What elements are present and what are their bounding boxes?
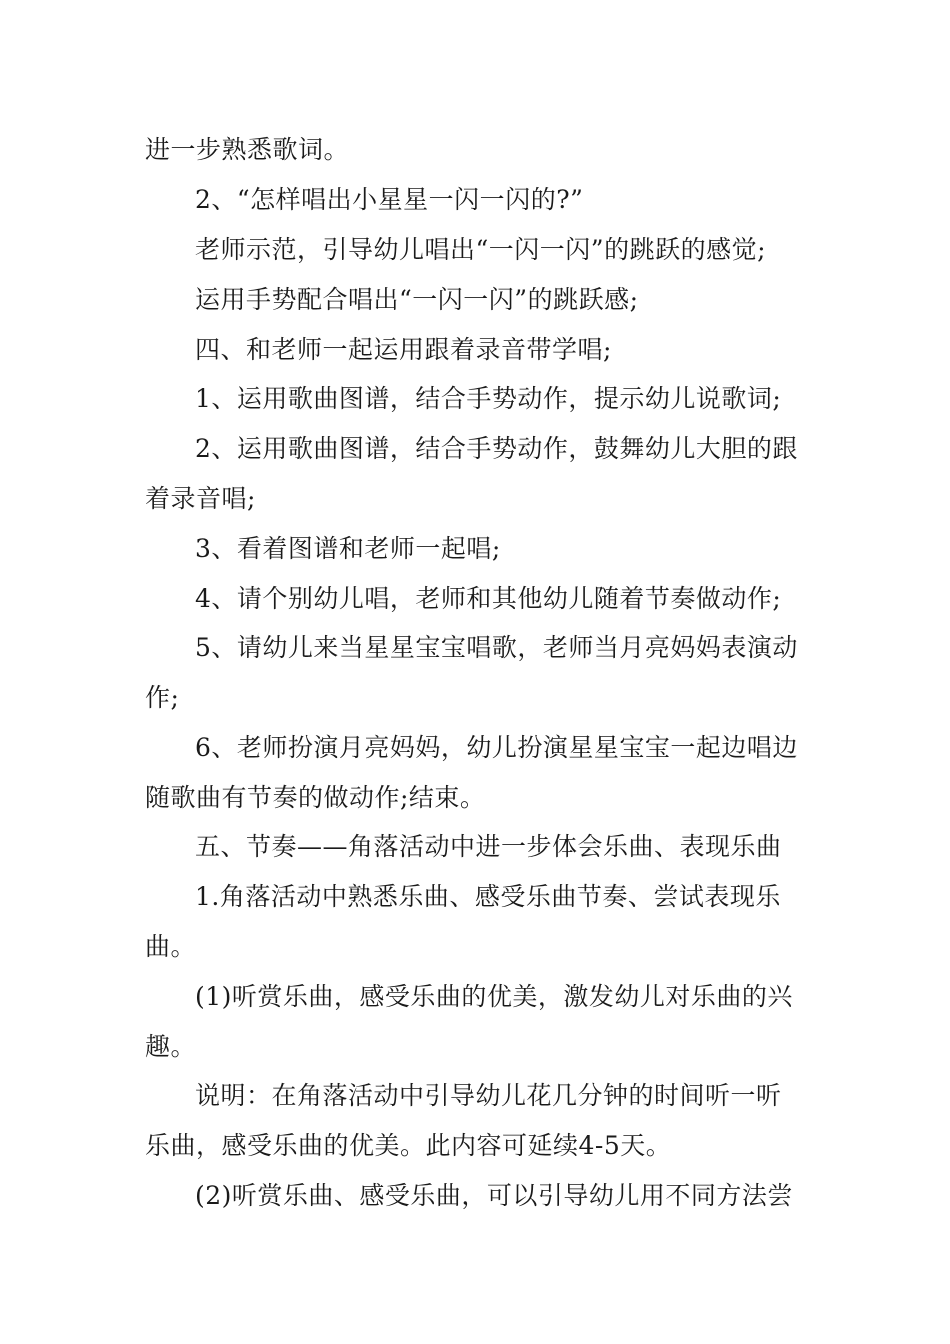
text-line: 随歌曲有节奏的做动作;结束。 xyxy=(145,783,486,812)
section-heading: 四、和老师一起运用跟着录音带学唱; xyxy=(195,335,612,364)
text-line: 5、请幼儿来当星星宝宝唱歌，老师当月亮妈妈表演动 xyxy=(195,633,798,662)
text-line: 3、看着图谱和老师一起唱; xyxy=(195,534,501,563)
text-line: 2、运用歌曲图谱，结合手势动作，鼓舞幼儿大胆的跟 xyxy=(195,434,798,463)
text-line: 进一步熟悉歌词。 xyxy=(145,135,350,164)
text-line: 6、老师扮演月亮妈妈，幼儿扮演星星宝宝一起边唱边 xyxy=(195,733,798,762)
text-line: 说明：在角落活动中引导幼儿花几分钟的时间听一听 xyxy=(195,1081,782,1110)
text-line: (2)听赏乐曲、感受乐曲，可以引导幼儿用不同方法尝 xyxy=(195,1181,793,1210)
text-line: (1)听赏乐曲，感受乐曲的优美，激发幼儿对乐曲的兴 xyxy=(195,982,793,1011)
text-line: 1.角落活动中熟悉乐曲、感受乐曲节奏、尝试表现乐 xyxy=(195,882,781,911)
text-line: 趣。 xyxy=(145,1032,197,1061)
section-heading: 五、节奏——角落活动中进一步体会乐曲、表现乐曲 xyxy=(195,832,782,861)
text-line: 1、运用歌曲图谱，结合手势动作，提示幼儿说歌词; xyxy=(195,384,782,413)
text-line: 作; xyxy=(145,683,180,712)
text-line: 2、“怎样唱出小星星一闪一闪的?” xyxy=(195,185,584,214)
text-line: 着录音唱; xyxy=(145,484,256,513)
text-line: 曲。 xyxy=(145,932,197,961)
text-line: 乐曲，感受乐曲的优美。此内容可延续4-5天。 xyxy=(145,1131,672,1160)
text-line: 老师示范，引导幼儿唱出“一闪一闪”的跳跃的感觉; xyxy=(195,235,766,264)
text-line: 4、请个别幼儿唱，老师和其他幼儿随着节奏做动作; xyxy=(195,584,782,613)
text-line: 运用手势配合唱出“一闪一闪”的跳跃感; xyxy=(195,285,639,314)
